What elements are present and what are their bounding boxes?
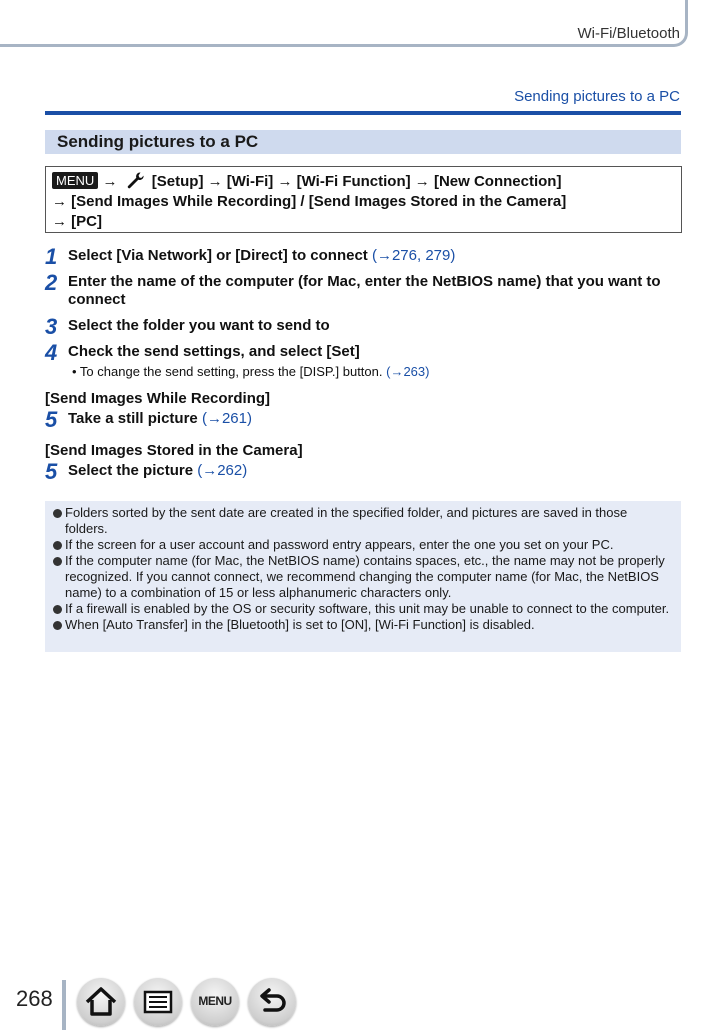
page-reference[interactable]: (→262) [197, 462, 248, 479]
divider [45, 111, 681, 115]
section-title: Sending pictures to a PC [45, 130, 681, 154]
step-text: Take a still picture [68, 410, 198, 427]
step-1 [45, 244, 685, 269]
page-subtitle: Sending pictures to a PC [514, 88, 680, 105]
bullet-icon [53, 509, 62, 518]
step-5-recording [45, 407, 685, 432]
step-number: 4 [45, 340, 58, 365]
note-item: If the screen for a user account and password entry appears, enter the one you set on your PC. [53, 537, 673, 553]
bullet-icon [53, 605, 62, 614]
chapter-title: Wi-Fi/Bluetooth [577, 25, 680, 42]
bullet-icon [53, 557, 62, 566]
back-icon [248, 978, 296, 1026]
home-button[interactable] [77, 978, 125, 1026]
page-number: 268 [16, 986, 53, 1011]
step-number: 1 [45, 244, 58, 269]
step-2 [45, 270, 685, 309]
page-reference[interactable]: (→263) [386, 364, 430, 379]
wrench-icon [126, 171, 146, 189]
step-text: Select [Via Network] or [Direct] to connect [68, 247, 368, 264]
step-number: 3 [45, 314, 58, 339]
subsection-heading: [Send Images While Recording] [45, 390, 271, 407]
footer-divider [62, 980, 66, 1030]
step-5-stored [45, 459, 685, 484]
step-note: • To change the send setting, press the [DISP.] button. [72, 364, 383, 379]
contents-button[interactable] [134, 978, 182, 1026]
note-item: If a firewall is enabled by the OS or security software, this unit may be unable to connect to the computer. [53, 601, 673, 617]
page-reference[interactable]: (→276, 279) [371, 247, 456, 264]
home-icon [77, 978, 125, 1026]
step-number: 2 [45, 270, 58, 295]
note-item: Folders sorted by the sent date are created in the specified folder, and pictures are saved in those folders. [53, 505, 673, 537]
page-reference[interactable]: (→261) [201, 410, 252, 427]
menu-path-box [45, 166, 682, 233]
bullet-icon [53, 541, 62, 550]
menu-icon: MENU [198, 994, 232, 1008]
step-text: Enter the name of the computer (for Mac, enter the NetBIOS name) that you want to connect [68, 273, 661, 308]
note-item: When [Auto Transfer] in the [Bluetooth] is set to [ON], [Wi-Fi Function] is disabled. [53, 617, 673, 633]
bullet-icon [53, 621, 62, 630]
menu-path-line1: [Setup] → [Wi-Fi] → [Wi-Fi Function] → [New Connection] [151, 173, 562, 190]
step-text: Select the folder you want to send to [68, 317, 330, 334]
step-number: 5 [45, 459, 58, 484]
step-text: Select the picture [68, 462, 194, 479]
note-item: If the computer name (for Mac, the NetBIOS name) contains spaces, etc., the name may not be properly recognized. If you cannot connect, we recommend changing the computer name (for Mac, the NetBIOS name) to a combination of 15 or less alphanumeric characters only. [53, 553, 673, 601]
back-button[interactable] [248, 978, 296, 1026]
menu-path-line2: → [Send Images While Recording] / [Send Images Stored in the Camera] [52, 193, 567, 210]
step-number: 5 [45, 407, 58, 432]
list-icon [134, 978, 182, 1026]
menu-button[interactable] [191, 978, 239, 1026]
menu-arrow: → [102, 173, 118, 190]
step-text: Check the send settings, and select [Set] [68, 343, 360, 360]
step-4 [45, 340, 685, 379]
subsection-heading: [Send Images Stored in the Camera] [45, 442, 303, 459]
notes-box [45, 501, 681, 652]
step-3 [45, 314, 685, 339]
menu-badge: MENU [52, 172, 98, 189]
menu-path-line3: → [PC] [52, 213, 102, 230]
